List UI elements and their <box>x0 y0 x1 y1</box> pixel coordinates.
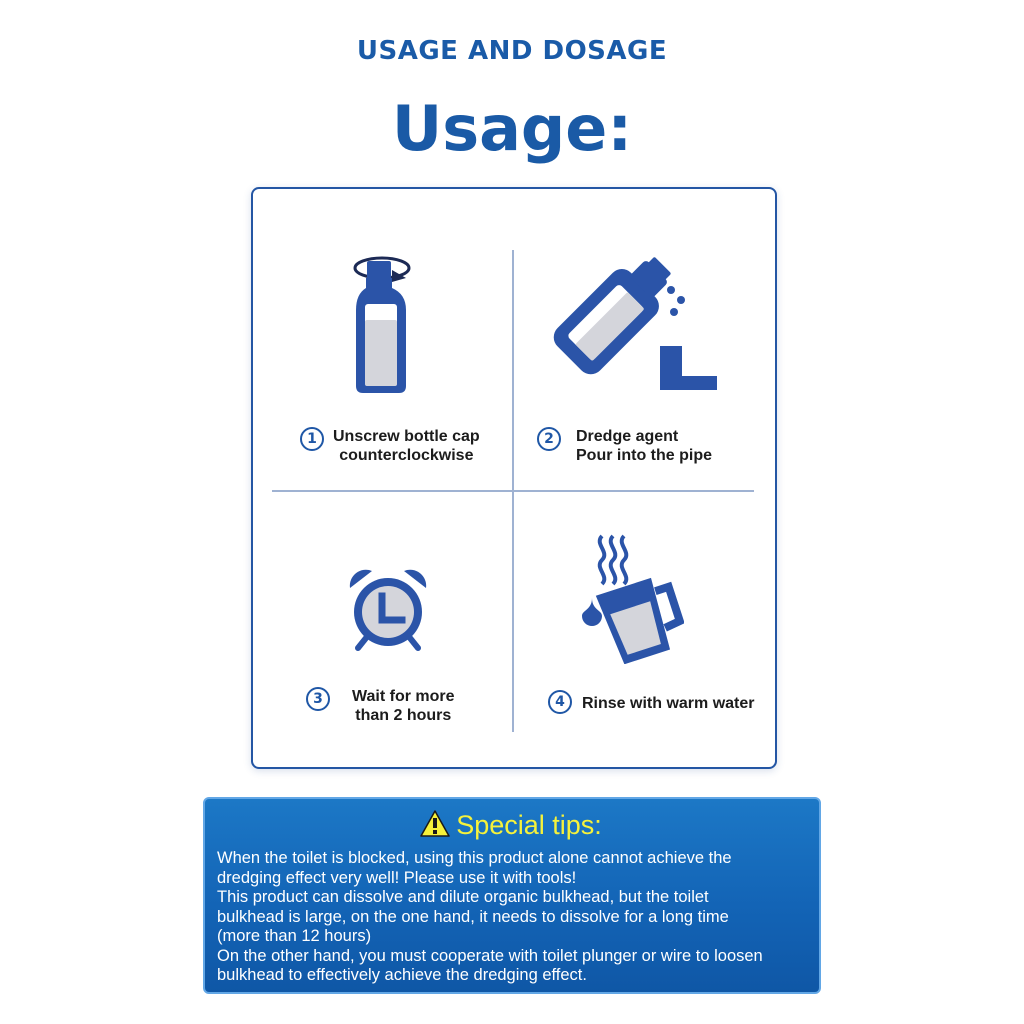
step-2-line-1: Dredge agent <box>576 428 679 445</box>
step-4-line-1: Rinse with warm water <box>582 695 755 712</box>
step-2 <box>537 427 712 465</box>
tips-line-7: bulkhead to effectively achieve the dredging effect. <box>217 966 587 984</box>
step-1 <box>300 427 480 465</box>
step-1-line-2: counterclockwise <box>339 447 474 464</box>
step-number-3: 3 <box>306 687 330 711</box>
tips-line-1: When the toilet is blocked, using this product alone cannot achieve the <box>217 849 732 867</box>
step-3-line-2: than 2 hours <box>355 707 452 724</box>
tips-line-4: bulkhead is large, on the one hand, it needs to dissolve for a long time <box>217 907 729 926</box>
step-3 <box>306 687 455 725</box>
tips-title: Special tips: <box>456 810 602 840</box>
tips-heading <box>217 807 819 843</box>
alarm-clock-icon <box>346 566 430 652</box>
step-2-line-2: Pour into the pipe <box>576 447 712 464</box>
pour-bottle-icon <box>550 254 725 394</box>
bottle-cap-icon <box>344 252 424 396</box>
step-3-line-1: Wait for more <box>352 688 455 705</box>
tips-line-2: dredging effect very well! Please use it with tools! <box>217 868 577 887</box>
warm-water-cup-icon <box>580 530 684 664</box>
tips-body <box>217 849 819 986</box>
tips-line-3: This product can dissolve and dilute organic bulkhead, but the toilet <box>217 888 709 906</box>
warning-icon <box>420 810 450 837</box>
section-header: USAGE AND DOSAGE <box>356 36 668 66</box>
tips-line-5: (more than 12 hours) <box>217 927 372 945</box>
step-1-line-1: Unscrew bottle cap <box>333 428 480 445</box>
step-number-4: 4 <box>548 690 572 714</box>
tips-line-6: On the other hand, you must cooperate with toilet plunger or wire to loosen <box>217 946 763 965</box>
page-title: Usage: <box>391 92 633 165</box>
step-number-1: 1 <box>300 427 324 451</box>
step-4 <box>548 690 755 714</box>
special-tips-box <box>203 797 821 994</box>
card-horizontal-divider <box>272 490 754 492</box>
step-number-2: 2 <box>537 427 561 451</box>
